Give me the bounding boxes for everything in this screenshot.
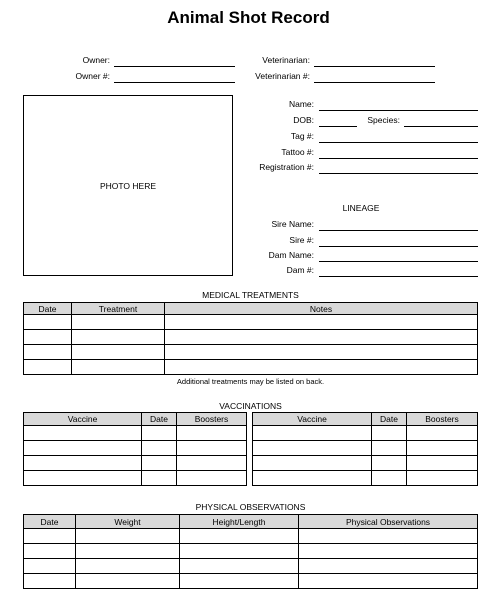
date-cell[interactable] — [372, 441, 407, 456]
date-cell[interactable] — [24, 574, 76, 589]
column-header-date: Date — [24, 515, 76, 529]
vaccinations-table-right — [252, 412, 478, 486]
physical-observations-heading: PHYSICAL OBSERVATIONS — [195, 502, 306, 512]
veterinarian-number-label: Veterinarian #: — [255, 71, 310, 81]
treatment-cell[interactable] — [72, 315, 165, 330]
observations-cell[interactable] — [299, 559, 478, 574]
vaccine-cell[interactable] — [24, 456, 142, 471]
vaccine-cell[interactable] — [253, 456, 372, 471]
boosters-cell[interactable] — [407, 426, 478, 441]
veterinarian-field[interactable] — [314, 66, 435, 67]
dam-name-label: Dam Name: — [268, 250, 314, 260]
sire-name-field[interactable] — [319, 230, 478, 231]
vaccine-cell[interactable] — [253, 441, 372, 456]
medical-treatments-heading: MEDICAL TREATMENTS — [202, 290, 299, 300]
boosters-cell[interactable] — [177, 456, 247, 471]
column-header-boosters: Boosters — [177, 413, 247, 426]
treatment-cell[interactable] — [72, 360, 165, 375]
table-row — [253, 471, 478, 486]
sire-number-field[interactable] — [319, 246, 478, 247]
notes-cell[interactable] — [165, 315, 478, 330]
date-cell[interactable] — [142, 456, 177, 471]
date-cell[interactable] — [142, 426, 177, 441]
height-length-cell[interactable] — [180, 559, 299, 574]
height-length-cell[interactable] — [180, 544, 299, 559]
column-header-date: Date — [24, 303, 72, 315]
date-cell[interactable] — [24, 360, 72, 375]
table-row — [24, 456, 247, 471]
boosters-cell[interactable] — [407, 441, 478, 456]
dam-number-field[interactable] — [319, 276, 478, 277]
vaccinations-table-left — [23, 412, 247, 486]
veterinarian-number-field[interactable] — [314, 82, 435, 83]
treatment-cell[interactable] — [72, 330, 165, 345]
table-row — [24, 544, 478, 559]
column-header-date: Date — [372, 413, 407, 426]
date-cell[interactable] — [24, 529, 76, 544]
date-cell[interactable] — [142, 441, 177, 456]
date-cell[interactable] — [24, 330, 72, 345]
notes-cell[interactable] — [165, 360, 478, 375]
boosters-cell[interactable] — [407, 456, 478, 471]
lineage-heading: LINEAGE — [342, 203, 380, 213]
treatments-footnote: Additional treatments may be listed on back. — [176, 377, 325, 386]
observations-cell[interactable] — [299, 544, 478, 559]
date-cell[interactable] — [142, 471, 177, 486]
weight-cell[interactable] — [76, 544, 180, 559]
table-row — [24, 315, 478, 330]
table-row — [253, 426, 478, 441]
table-row — [253, 441, 478, 456]
notes-cell[interactable] — [165, 330, 478, 345]
date-cell[interactable] — [24, 345, 72, 360]
owner-number-label: Owner #: — [75, 71, 110, 81]
photo-box[interactable] — [23, 95, 233, 276]
page-title: Animal Shot Record — [167, 8, 330, 27]
medical-treatments-table — [23, 302, 478, 375]
name-label: Name: — [288, 99, 314, 109]
date-cell[interactable] — [24, 544, 76, 559]
column-header-height-length: Height/Length — [180, 515, 299, 529]
dam-name-field[interactable] — [319, 261, 478, 262]
column-header-physical-observations: Physical Observations — [299, 515, 478, 529]
date-cell[interactable] — [372, 426, 407, 441]
table-row — [24, 471, 247, 486]
date-cell[interactable] — [372, 456, 407, 471]
table-row — [24, 529, 478, 544]
registration-label: Registration #: — [259, 162, 314, 172]
sire-name-label: Sire Name: — [271, 219, 314, 229]
table-row — [24, 559, 478, 574]
vaccine-cell[interactable] — [24, 441, 142, 456]
sire-number-label: Sire #: — [289, 235, 314, 245]
vaccine-cell[interactable] — [253, 426, 372, 441]
column-header-vaccine: Vaccine — [253, 413, 372, 426]
height-length-cell[interactable] — [180, 574, 299, 589]
vaccinations-heading: VACCINATIONS — [219, 401, 282, 411]
dam-number-label: Dam #: — [286, 265, 314, 275]
species-field[interactable] — [404, 126, 478, 127]
tattoo-field[interactable] — [319, 158, 478, 159]
owner-field[interactable] — [114, 66, 235, 67]
boosters-cell[interactable] — [177, 471, 247, 486]
column-header-boosters: Boosters — [407, 413, 478, 426]
column-header-vaccine: Vaccine — [24, 413, 142, 426]
table-row — [24, 574, 478, 589]
vaccine-cell[interactable] — [24, 471, 142, 486]
column-header-weight: Weight — [76, 515, 180, 529]
date-cell[interactable] — [372, 471, 407, 486]
observations-cell[interactable] — [299, 529, 478, 544]
name-field[interactable] — [319, 110, 478, 111]
column-header-treatment: Treatment — [72, 303, 165, 315]
physical-observations-table — [23, 514, 478, 589]
table-row — [24, 426, 247, 441]
table-row — [24, 360, 478, 375]
table-row — [253, 456, 478, 471]
column-header-notes: Notes — [165, 303, 478, 315]
dob-label: DOB: — [293, 115, 314, 125]
treatment-cell[interactable] — [72, 345, 165, 360]
table-row — [24, 330, 478, 345]
vaccine-cell[interactable] — [24, 426, 142, 441]
boosters-cell[interactable] — [407, 471, 478, 486]
weight-cell[interactable] — [76, 529, 180, 544]
species-label: Species: — [367, 115, 400, 125]
veterinarian-label: Veterinarian: — [262, 55, 310, 65]
vaccine-cell[interactable] — [253, 471, 372, 486]
observations-cell[interactable] — [299, 574, 478, 589]
tattoo-label: Tattoo #: — [281, 147, 314, 157]
owner-number-field[interactable] — [114, 82, 235, 83]
boosters-cell[interactable] — [177, 441, 247, 456]
tag-field[interactable] — [319, 142, 478, 143]
photo-placeholder-text: PHOTO HERE — [99, 181, 157, 191]
column-header-date: Date — [142, 413, 177, 426]
owner-label: Owner: — [82, 55, 110, 65]
date-cell[interactable] — [24, 315, 72, 330]
height-length-cell[interactable] — [180, 529, 299, 544]
table-row — [24, 441, 247, 456]
dob-field[interactable] — [319, 126, 357, 127]
table-row — [24, 345, 478, 360]
date-cell[interactable] — [24, 559, 76, 574]
weight-cell[interactable] — [76, 574, 180, 589]
boosters-cell[interactable] — [177, 426, 247, 441]
notes-cell[interactable] — [165, 345, 478, 360]
weight-cell[interactable] — [76, 559, 180, 574]
registration-field[interactable] — [319, 173, 478, 174]
tag-label: Tag #: — [290, 131, 314, 141]
